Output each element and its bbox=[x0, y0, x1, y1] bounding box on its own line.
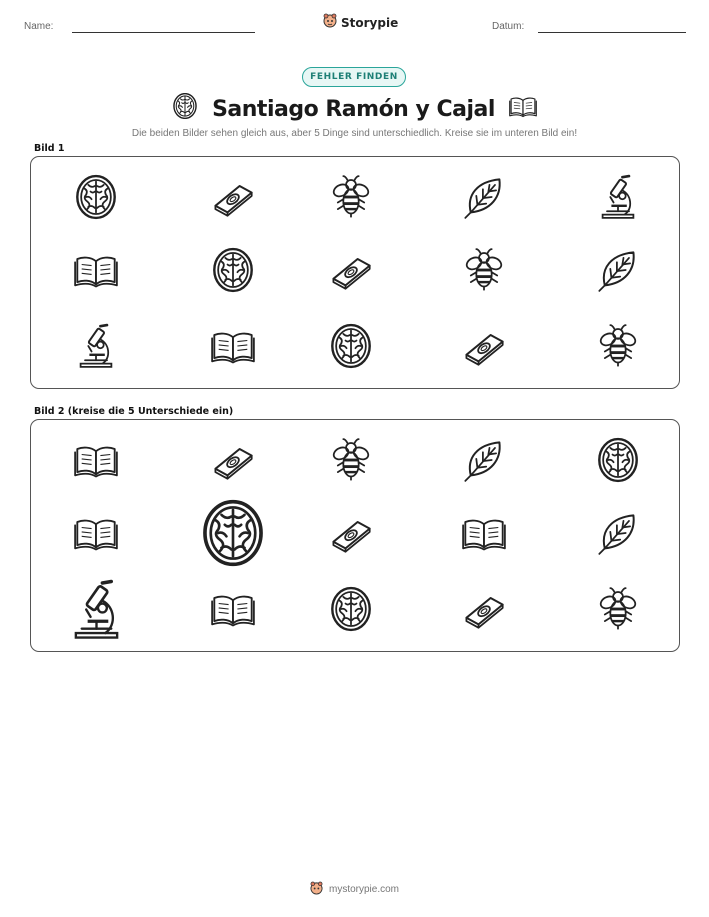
panel-2-label: Bild 2 (kreise die 5 Unterschiede ein) bbox=[34, 406, 234, 417]
name-line[interactable] bbox=[72, 32, 255, 33]
picture-2-panel[interactable] bbox=[30, 419, 680, 652]
brain-icon bbox=[329, 324, 373, 368]
bee-icon bbox=[329, 175, 373, 219]
book-icon[interactable] bbox=[211, 587, 255, 631]
bee-icon bbox=[462, 248, 506, 292]
slide-icon[interactable] bbox=[462, 587, 506, 631]
brain-icon bbox=[172, 93, 198, 125]
slide-icon bbox=[462, 324, 506, 368]
book-icon bbox=[74, 248, 118, 292]
book-icon[interactable] bbox=[74, 511, 118, 555]
date-line[interactable] bbox=[538, 32, 686, 33]
microscope-icon[interactable] bbox=[67, 580, 126, 639]
microscope-icon bbox=[596, 175, 640, 219]
slide-icon[interactable] bbox=[211, 438, 255, 482]
slide-icon bbox=[329, 248, 373, 292]
brain-icon bbox=[74, 175, 118, 219]
brand-name: Storypie bbox=[341, 15, 399, 30]
worksheet-title-row bbox=[0, 92, 709, 126]
bee-icon[interactable] bbox=[596, 587, 640, 631]
brain-icon[interactable] bbox=[200, 500, 266, 566]
slide-icon bbox=[211, 175, 255, 219]
slide-icon[interactable] bbox=[329, 511, 373, 555]
brain-icon[interactable] bbox=[329, 587, 373, 631]
page-title: Santiago Ramón y Cajal bbox=[212, 96, 495, 122]
name-label: Name: bbox=[24, 21, 54, 32]
bee-icon[interactable] bbox=[329, 438, 373, 482]
storypie-logo-icon bbox=[310, 880, 323, 899]
book-icon bbox=[509, 92, 537, 126]
category-badge: FEHLER FINDEN bbox=[302, 67, 406, 87]
leaf-icon bbox=[462, 175, 506, 219]
storypie-logo-icon bbox=[323, 13, 337, 32]
brain-icon bbox=[211, 248, 255, 292]
footer bbox=[0, 880, 709, 899]
book-icon[interactable] bbox=[462, 511, 506, 555]
microscope-icon bbox=[74, 324, 118, 368]
date-label: Datum: bbox=[492, 21, 525, 32]
book-icon[interactable] bbox=[74, 438, 118, 482]
leaf-icon[interactable] bbox=[462, 438, 506, 482]
footer-url[interactable]: mystorypie.com bbox=[328, 884, 399, 895]
instructions: Die beiden Bilder sehen gleich aus, aber 5 Dinge sind unterschiedlich. Kreise sie im unteren Bild ein! bbox=[131, 128, 578, 139]
panel-1-label: Bild 1 bbox=[34, 143, 65, 154]
brand-logo bbox=[323, 13, 398, 32]
book-icon bbox=[211, 324, 255, 368]
picture-1-panel bbox=[30, 156, 680, 389]
brain-icon[interactable] bbox=[596, 438, 640, 482]
leaf-icon bbox=[596, 248, 640, 292]
leaf-icon[interactable] bbox=[596, 511, 640, 555]
bee-icon bbox=[596, 324, 640, 368]
